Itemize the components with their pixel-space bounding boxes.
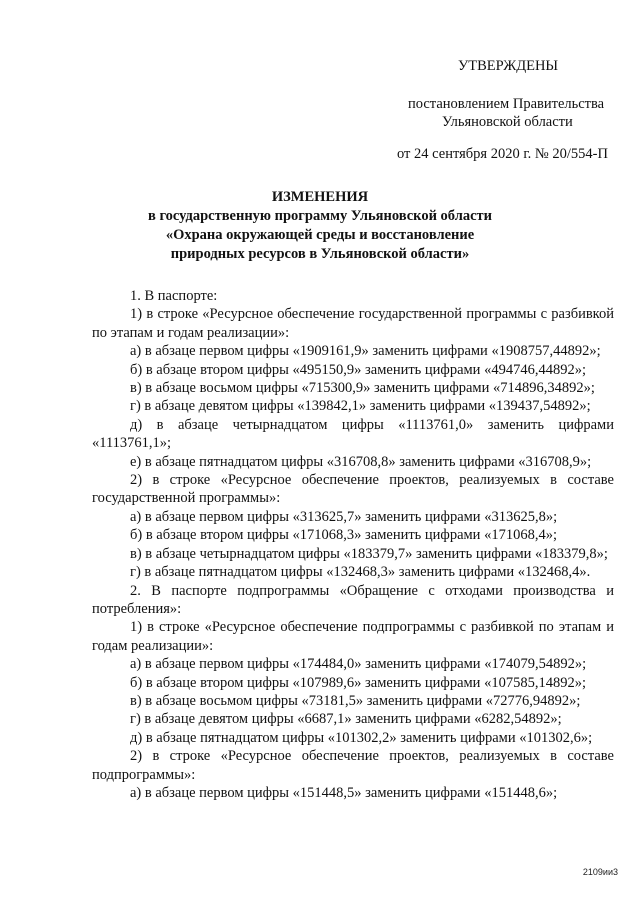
paragraph: 2. В паспорте подпрограммы «Обращение с отходами производства и потребления»: [92,582,614,617]
paragraph: д) в абзаце четырнадцатом цифры «1113761,0» заменить цифрами «1113761,1»; [92,416,614,452]
title-line-2: в государственную программу Ульяновской области [147,208,492,224]
paragraph: б) в абзаце втором цифры «171068,3» заменить цифрами «171068,4»; [130,527,557,544]
paragraph: г) в абзаце девятом цифры «139842,1» заменить цифрами «139437,54892»; [130,398,591,415]
document-title [95,188,545,264]
paragraph: а) в абзаце первом цифры «174484,0» заменить цифрами «174079,54892»; [130,656,587,673]
paragraph: б) в абзаце втором цифры «107989,6» заменить цифрами «107585,14892»; [130,674,586,691]
paragraph: 1. В паспорте: [130,288,218,304]
paragraph: а) в абзаце первом цифры «1909161,9» заменить цифрами «1908757,44892»; [130,343,601,360]
paragraph: д) в абзаце пятнадцатом цифры «101302,2» заменить цифрами «101302,6»; [130,729,593,746]
paragraph: в) в абзаце восьмом цифры «73181,5» заменить цифрами «72776,94892»; [130,692,581,709]
title-line-3: «Охрана окружающей среды и восстановление [165,227,475,243]
title-line-4: природных ресурсов в Ульяновской области» [170,246,470,262]
paragraph: 2) в строке «Ресурсное обеспечение проектов, реализуемых в составе подпрограммы»: [92,748,614,783]
paragraph: в) в абзаце восьмом цифры «715300,9» заменить цифрами «714896,34892»; [130,380,595,397]
title-heading: ИЗМЕНЕНИЯ [271,189,369,205]
paragraph: в) в абзаце четырнадцатом цифры «183379,7» заменить цифрами «183379,8»; [130,545,608,562]
document-body [92,287,614,802]
paragraph: г) в абзаце пятнадцатом цифры «132468,3» заменить цифрами «132468,4». [130,564,591,581]
paragraph: а) в абзаце первом цифры «313625,7» заменить цифрами «313625,8»; [130,508,558,525]
paragraph: 1) в строке «Ресурсное обеспечение государственной программы с разбивкой по этапам и годам реализации»: [92,306,614,341]
paragraph: г) в абзаце девятом цифры «6687,1» заменить цифрами «6282,54892»; [130,711,562,728]
approval-resolution: постановлением Правительства [408,96,605,112]
paragraph: б) в абзаце втором цифры «495150,9» заменить цифрами «494746,44892»; [130,361,586,378]
approval-date-number: от 24 сентября 2020 г. № 20/554-П [397,146,608,162]
paragraph: а) в абзаце первом цифры «151448,5» заменить цифрами «151448,6»; [130,784,558,801]
approval-heading: УТВЕРЖДЕНЫ [458,58,559,74]
footer-code: 2109ии3 [582,867,618,877]
paragraph: е) в абзаце пятнадцатом цифры «316708,8» заменить цифрами «316708,9»; [130,453,592,470]
paragraph: 2) в строке «Ресурсное обеспечение проектов, реализуемых в составе государственной программы»: [92,472,614,507]
paragraph: 1) в строке «Ресурсное обеспечение подпрограммы с разбивкой по этапам и годам реализации»: [92,619,614,654]
approval-region: Ульяновской области [442,114,573,130]
